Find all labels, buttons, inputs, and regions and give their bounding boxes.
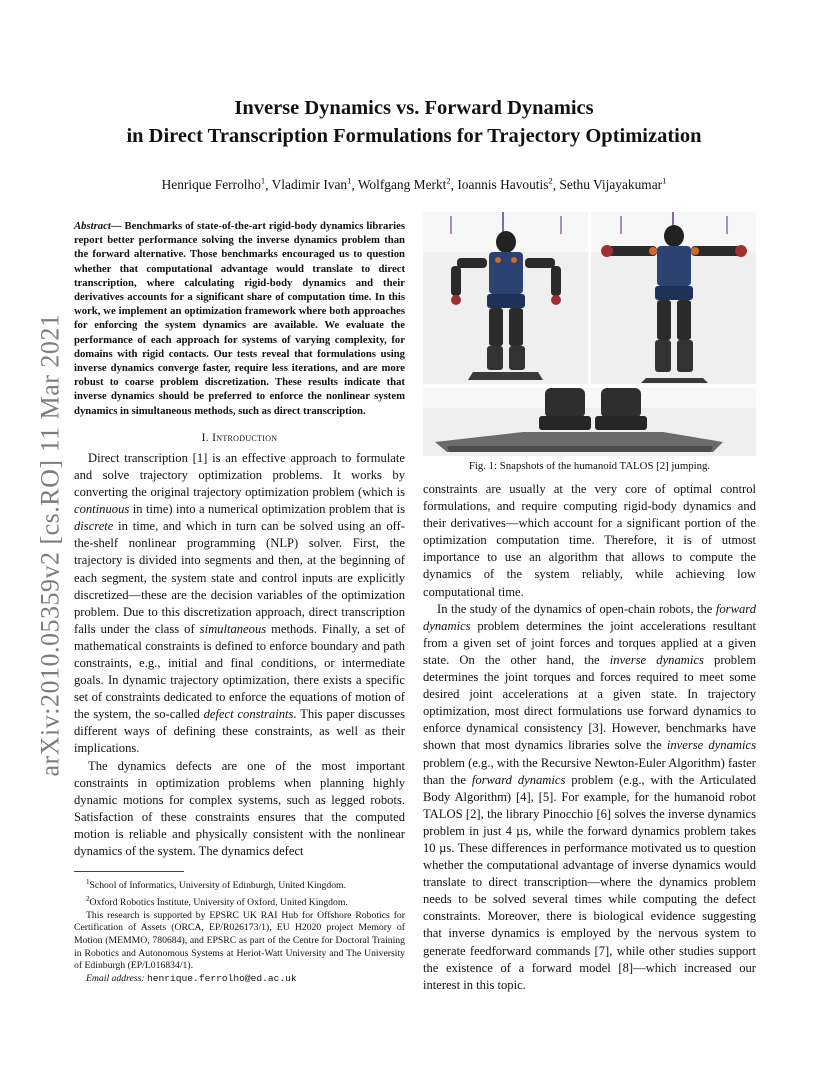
footnote-funding: This research is supported by EPSRC UK RAI Hub for Offshore Robotics for Certification of Assets (ORCA, EP/R026173/1), EU H2020 project Memory of Motion (MEMMO, 780684), and EPSRC as part of the Centre for Doctoral Training in Robotics and Autonomous Systems at Heriot-Watt University and The University of Edinburgh (EP/L016834/1). [74, 909, 405, 972]
author: Ioannis Havoutis$^2$ [457, 176, 553, 193]
figure-talos-jumping [423, 212, 756, 456]
author: Vladimir Ivan$^1$ [271, 176, 352, 193]
title-line-2: in Direct Transcription Formulations for Trajectory Optimization [126, 125, 702, 147]
robot-snapshot-1 [423, 212, 588, 384]
snapshot-image-2 [591, 212, 756, 384]
robot-feet-snapshot [423, 388, 756, 456]
abstract [74, 219, 405, 418]
title-line-1: Inverse Dynamics vs. Forward Dynamics [234, 97, 594, 119]
paper-title [60, 94, 768, 150]
footnote-affiliation-2: $^2$Oxford Robotics Institute, University of Oxford, United Kingdom. [86, 894, 348, 909]
left-column [74, 219, 405, 985]
figure-caption: Fig. 1: Snapshots of the humanoid TALOS [2] jumping. [468, 460, 711, 472]
abstract-label: Abstract [74, 220, 111, 232]
paragraph: constraints are usually at the very core of optimal control formulations, and require computing rigid-body dynamics and their derivatives—which account for a significant portion of the optimization computation time. Therefore, it is of utmost importance to use an algorithm that allows to compute the dynamics of the system reliably, while achieving low computational time. [423, 482, 756, 599]
arxiv-identifier: arXiv:2010.05359v2 [cs.RO] 11 Mar 2021 [35, 313, 64, 777]
paragraph: In the study of the dynamics of open-chain robots, the forward dynamics problem determines the joint accelerations resultant from a given set of joint forces and torques applied at a given state. On the other hand, the inverse dynamics problem determines the joint torques and forces required to meet some desired joint accelerations at a given state. In trajectory optimization, most direct formulations use forward dynamics to enforce dynamical consistency [3]. However, benchmarks have shown that most dynamics libraries solve the inverse dynamics problem (e.g., with the Recursive Newton-Euler Algorithm) faster than the forward dynamics problem (e.g., with the Articulated Body Algorithm) [4], [5]. For example, for the humanoid robot TALOS [2], the library Pinocchio [6] solves the inverse dynamics problem in just 4 µs, while the forward dynamics problem takes 10 µs. These differences in performance motivated us to question whether the computational advantage of inverse dynamics would translate to direct transcription—where the dynamics problem needs to be solved several times while computing the defect constraints. Moreover, there is biological evidence suggesting that inverse dynamics is employed by the nervous system to generate feedforward commands [7], while other studies support the existence of a forward model [8]—which increased our interest in this topic. [423, 601, 757, 992]
snapshot-image-1 [423, 212, 588, 384]
footnote-affiliation-1: $^1$School of Informatics, University of Edinburgh, United Kingdom. [86, 878, 347, 892]
paragraph: The dynamics defects are one of the most important constraints in optimization problems when planning highly dynamic motions for complex systems, such as legged robots. Satisfaction of these constraints ensures that the computed motion is reliable and physically consistent with the nonlinear dynamics of the system. The dynamics defect [74, 758, 405, 858]
email-link[interactable]: henrique.ferrolho@ed.ac.uk [147, 972, 297, 984]
author: Sethu Vijayakumar$^1$ [559, 176, 667, 193]
paragraph: Direct transcription [1] is an effective approach to formulate and solve trajectory optimization problems. It works by converting the original trajectory optimization problem (which is continuous in time) into a numerical optimization problem that is discrete in time, and which in turn can be solved using an off-the-shelf nonlinear programming (NLP) solver. First, the trajectory is divided into segments and then, at the beginning of each segment, the system state and control inputs are explicitly discretized—these are the decision variables of the optimization problem. Due to this discretization approach, direct transcription falls under the class of simultaneous methods. Finally, a set of mathematical constraints is defined to enforce boundary and path constraints, e.g., initial and final conditions, or intermediate goals. In dynamic trajectory optimization, there exists a specific set of constraints dedicated to enforce the equations of motion of the system, the so-called defect constraints. This paper discusses different ways of defining these constraints, as well as their implications. [74, 450, 405, 756]
right-column [423, 212, 756, 994]
snapshot-image-3 [423, 388, 756, 456]
robot-snapshot-2 [591, 212, 756, 384]
arxiv-side-stamp [20, 255, 80, 835]
abstract-text: — Benchmarks of state-of-the-art rigid-body dynamics libraries report better performance solving the inverse dynamics problem than the forward alternative. Those benchmarks encouraged us to question whether that computational advantage would translate to direct transcription, where calculating rigid-body dynamics and their derivatives accounts for a significant share of computation time. In this work, we implement an optimization framework where both approaches for enforcing the system dynamics are available. We evaluate the performance of each approach for systems of varying complexity, for domains with rigid contacts. Our tests reveal that formulations using inverse dynamics converge faster, require less iterations, and are more robust to coarse problem discretization. These results indicate that inverse dynamics should be preferred to enforce the nonlinear system dynamics in simultaneous methods, such as direct transcription. [74, 220, 405, 417]
footnote-email: Email address: henrique.ferrolho@ed.ac.uk [86, 972, 297, 984]
author-list: Henrique Ferrolho$^1$, Vladimir Ivan$^1$, Wolfgang Merkt$^2$, Ioannis Havoutis$^2$, Sethu Vijayakumar$^1$ [161, 176, 667, 193]
author: Henrique Ferrolho$^1$ [161, 176, 266, 193]
author: Wolfgang Merkt$^2$ [357, 176, 451, 193]
footnotes [74, 876, 405, 985]
footnote-rule [74, 871, 184, 872]
section-heading-introduction: I. Introduction [201, 431, 278, 444]
